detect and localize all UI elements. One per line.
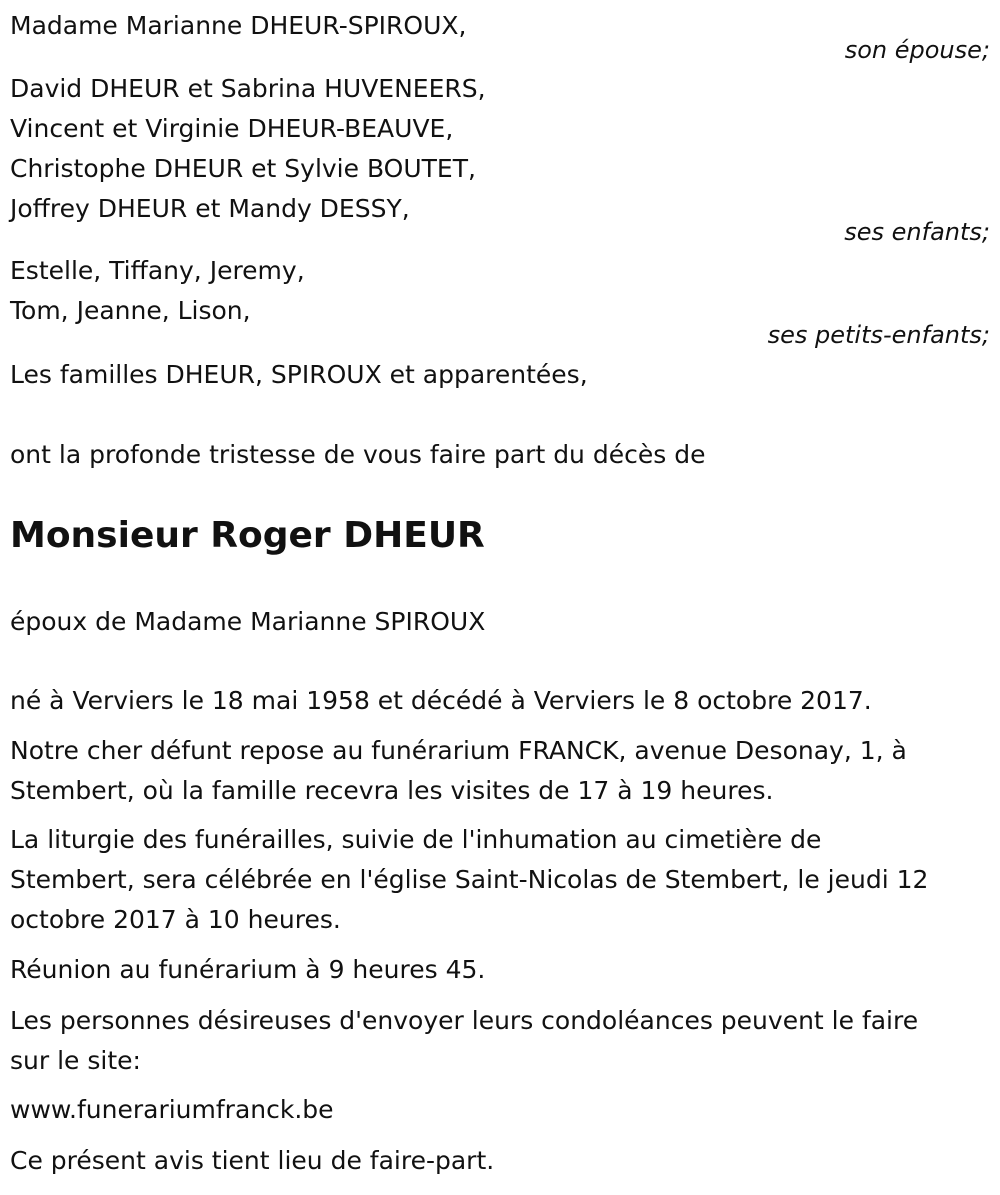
website-link[interactable]: www.funerariumfranck.be	[10, 1095, 334, 1124]
spouse-role: son épouse;	[844, 36, 990, 64]
liturgy-line: La liturgie des funérailles, suivie de l'inhumation au cimetière de	[10, 825, 822, 854]
rest-line: Stembert, où la famille recevra les visites de 17 à 19 heures.	[10, 776, 774, 805]
grandchildren-role: ses petits-enfants;	[767, 321, 990, 349]
grandchildren-line: Estelle, Tiffany, Jeremy,	[10, 256, 305, 285]
condolences-line: sur le site:	[10, 1046, 141, 1075]
closing-text: Ce présent avis tient lieu de faire-part.	[10, 1146, 495, 1175]
liturgy-line: Stembert, sera célébrée en l'église Saint-Nicolas de Stembert, le jeudi 12	[10, 865, 929, 894]
condolences-line: Les personnes désireuses d'envoyer leurs condoléances peuvent le faire	[10, 1006, 919, 1035]
liturgy-line: octobre 2017 à 10 heures.	[10, 905, 341, 934]
announcement-text: ont la profonde tristesse de vous faire part du décès de	[10, 440, 706, 469]
deceased-name: Monsieur Roger DHEUR	[10, 515, 485, 556]
rest-line: Notre cher défunt repose au funérarium FRANCK, avenue Desonay, 1, à	[10, 736, 907, 765]
child-line: Vincent et Virginie DHEUR-BEAUVE,	[10, 114, 454, 143]
children-role: ses enfants;	[844, 218, 990, 246]
families-line: Les familles DHEUR, SPIROUX et apparentées,	[10, 360, 588, 389]
meeting-text: Réunion au funérarium à 9 heures 45.	[10, 955, 486, 984]
child-line: Joffrey DHEUR et Mandy DESSY,	[10, 194, 410, 223]
child-line: Christophe DHEUR et Sylvie BOUTET,	[10, 154, 476, 183]
spouse-name: Madame Marianne DHEUR-SPIROUX,	[10, 11, 467, 40]
grandchildren-line: Tom, Jeanne, Lison,	[10, 296, 251, 325]
spouse-of-text: époux de Madame Marianne SPIROUX	[10, 607, 486, 636]
birth-death-text: né à Verviers le 18 mai 1958 et décédé à Verviers le 8 octobre 2017.	[10, 686, 872, 715]
child-line: David DHEUR et Sabrina HUVENEERS,	[10, 74, 486, 103]
